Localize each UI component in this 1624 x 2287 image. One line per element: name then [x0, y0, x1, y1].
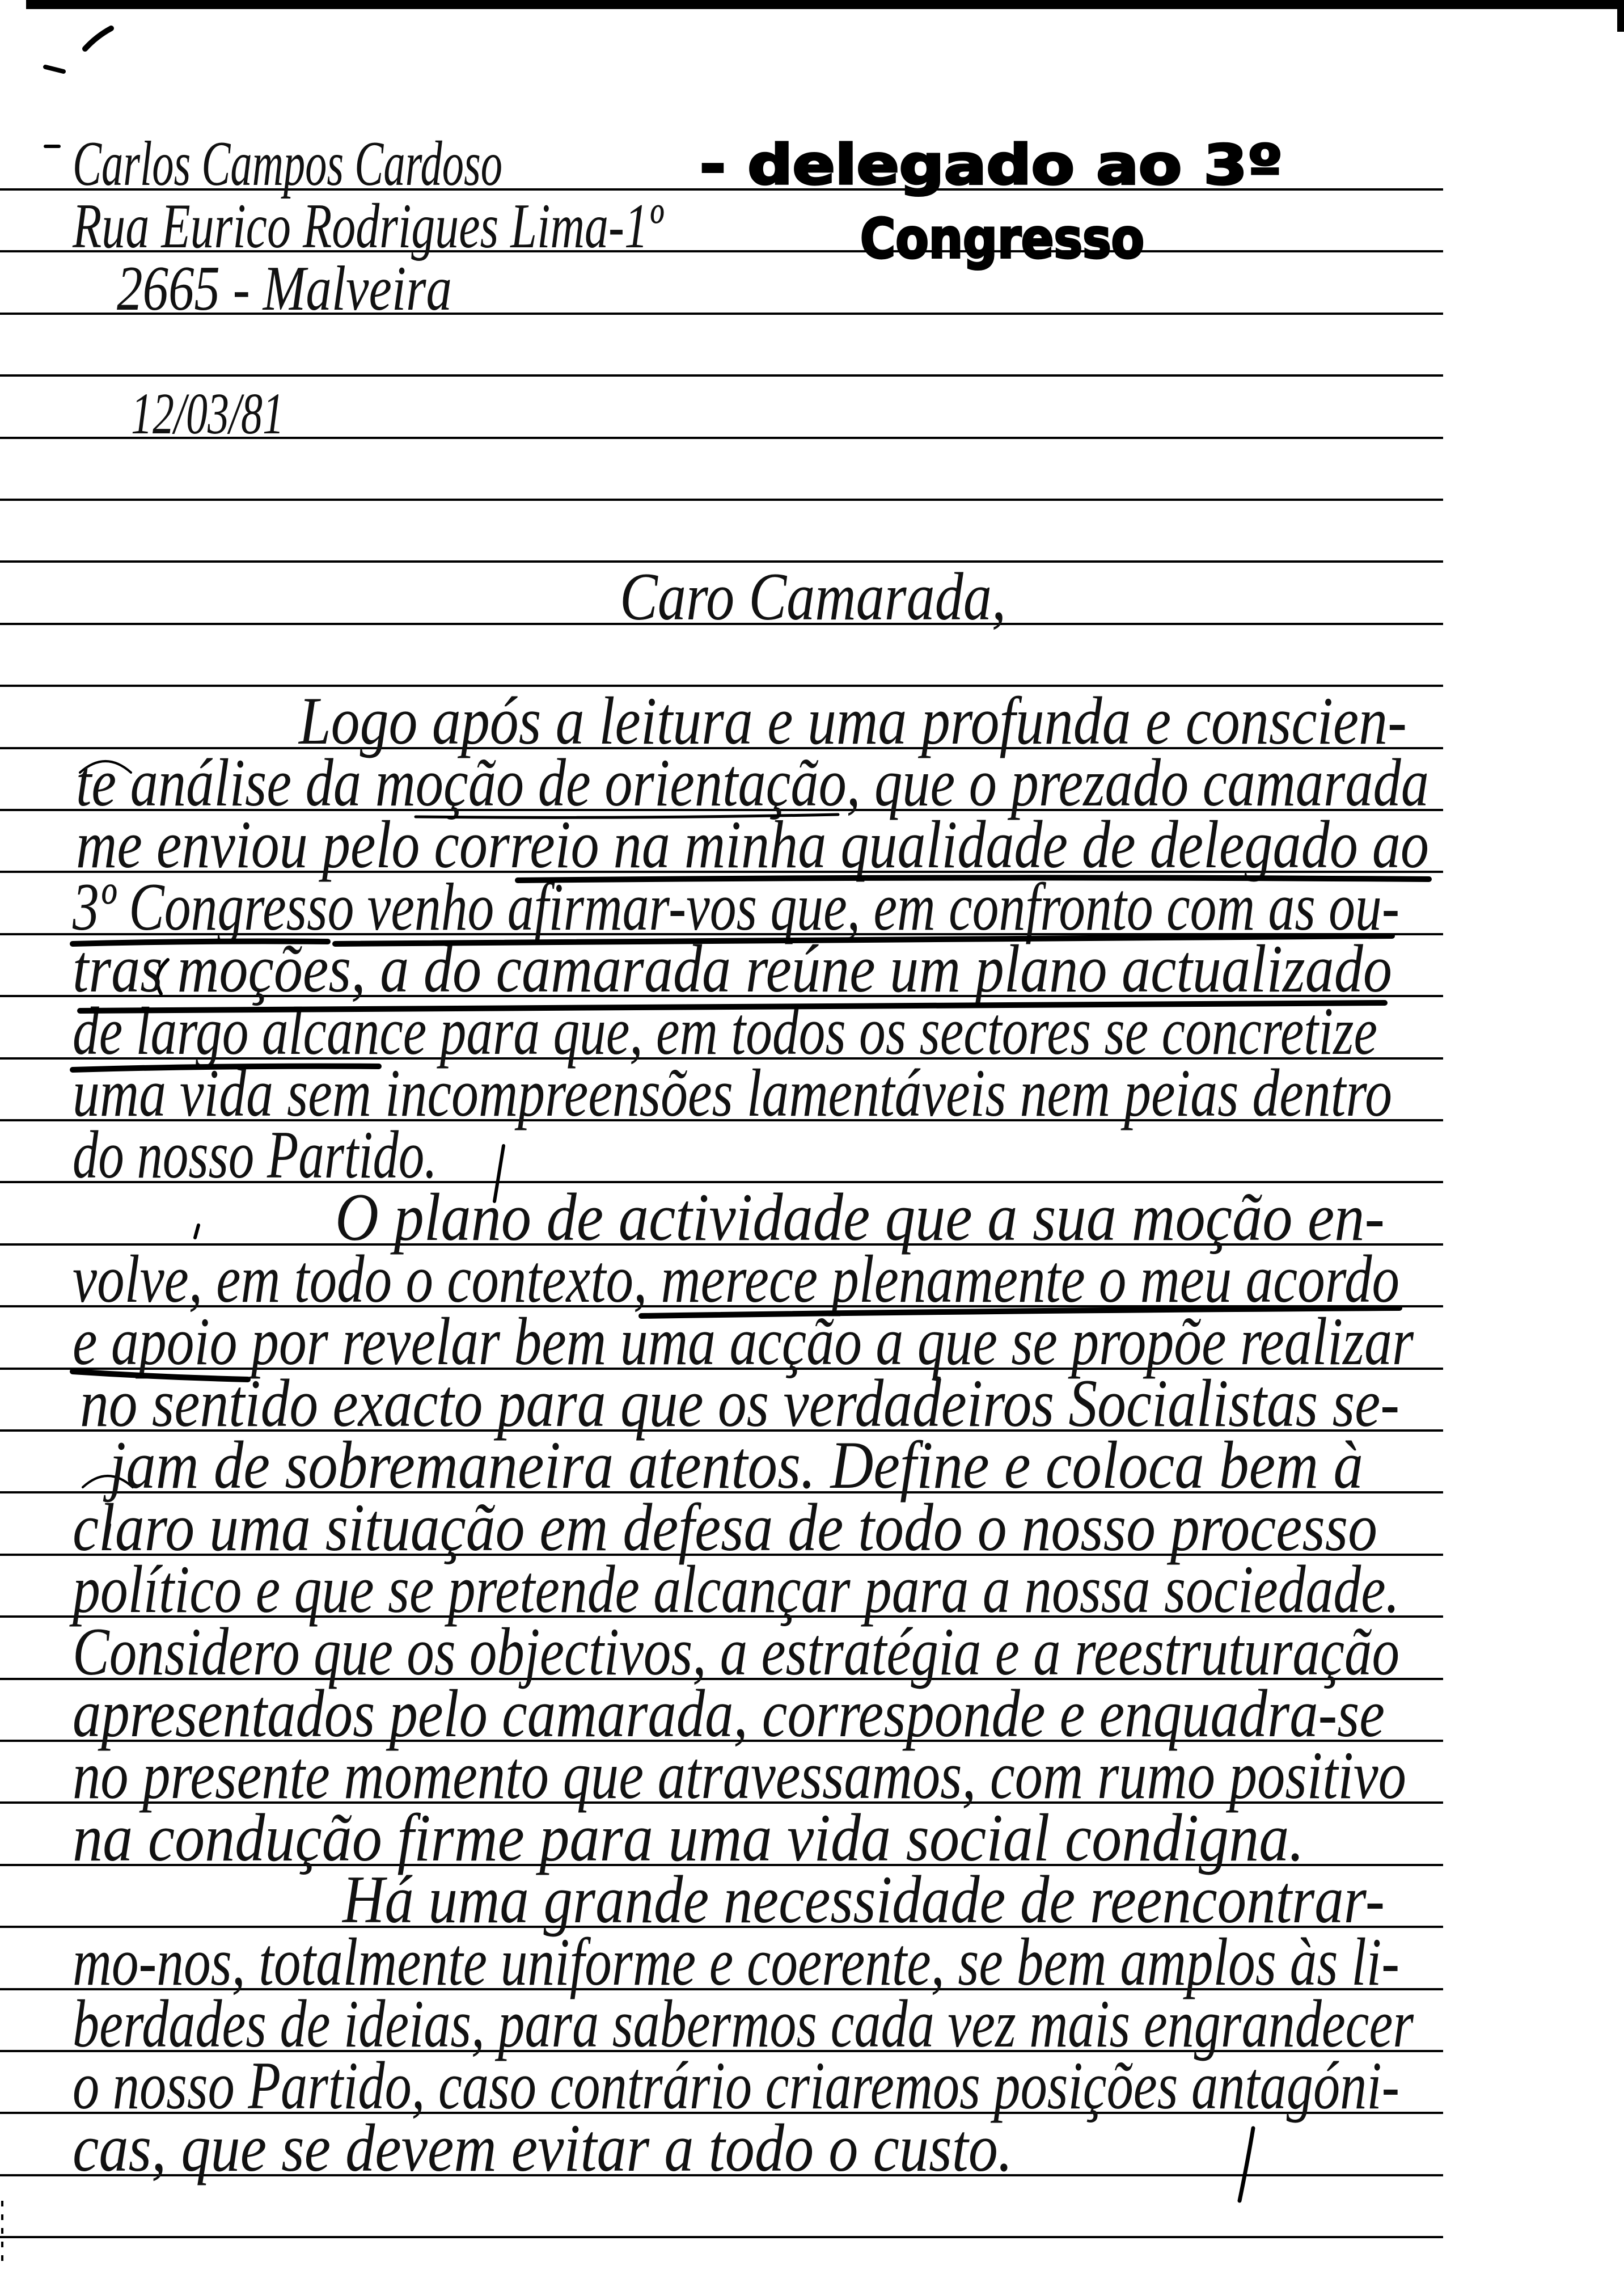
body-line: jam de sobremaneira atentos. Define e coloca bem à [103, 1427, 1364, 1503]
body-line: volve, em todo o contexto, merece plenamente o meu acordo [73, 1241, 1399, 1316]
body-line: no sentido exacto para que os verdadeiros Socialistas se- [80, 1365, 1399, 1441]
sender-address: Rua Eurico Rodrigues Lima-1º [72, 191, 664, 261]
body-line: me enviou pelo correio na minha qualidade de delegado ao [76, 807, 1429, 882]
body-line: tras moções, a do camarada reúne um plano actualizado [73, 931, 1392, 1006]
annotation-delegate: - delegado ao 3º [700, 133, 1283, 197]
body-line: mo-nos, totalmente uniforme e coerente, se bem amplos às li- [73, 1924, 1399, 1999]
body-line: e apoio por revelar bem uma acção a que se propõe realizar [73, 1303, 1415, 1379]
annotation-congress: Congresso [860, 207, 1144, 271]
body-line: Há uma grande necessidade de reencontrar- [341, 1862, 1385, 1937]
body-line: de largo alcance para que, em todos os sectores se concretize [73, 993, 1377, 1069]
body-line: claro uma situação em defesa de todo o nosso processo [73, 1489, 1377, 1565]
body-line: Logo após a leitura e uma profunda e conscien- [298, 683, 1407, 758]
body-line: do nosso Partido. [73, 1117, 437, 1192]
body-line: berdades de ideias, para sabermos cada vez mais engrandecer [73, 1986, 1415, 2061]
pen-underline [73, 942, 328, 944]
scan-border-top [26, 0, 1624, 9]
body-line: uma vida sem incompreensões lamentáveis nem peias dentro [73, 1055, 1392, 1130]
body-line: no presente momento que atravessamos, com rumo positivo [73, 1737, 1406, 1813]
sender-name: Carlos Campos Cardoso [73, 129, 502, 199]
body-line: O plano de actividade que a sua moção en- [335, 1179, 1385, 1255]
pen-underline [518, 877, 1429, 880]
body-line: político e que se pretende alcançar para a nossa sociedade. [69, 1551, 1400, 1627]
sender-postal-line: 2665 - Malveira [117, 254, 452, 324]
body-line: na condução firme para uma vida social condigna. [73, 1800, 1304, 1875]
body-line: cas, que se devem evitar a todo o custo. [73, 2110, 1013, 2185]
body-line: 3º Congresso venho afirmar-vos que, em confronto com as ou- [72, 869, 1399, 944]
paragraph-2 [69, 1179, 1414, 1875]
body-line: apresentados pelo camarada, corresponde e enquadra-se [73, 1676, 1385, 1751]
body-line: Considero que os objectivos, a estratégia e a reestruturação [73, 1614, 1399, 1689]
body-line: te análise da moção de orientação, que o prezado camarada [76, 745, 1429, 820]
scan-border-right [1617, 0, 1624, 32]
letter-date: 12/03/81 [131, 381, 284, 446]
body-line: o nosso Partido, caso contrário criaremos posições antagóni- [73, 2048, 1399, 2123]
salutation: Caro Camarada, [620, 559, 1006, 634]
